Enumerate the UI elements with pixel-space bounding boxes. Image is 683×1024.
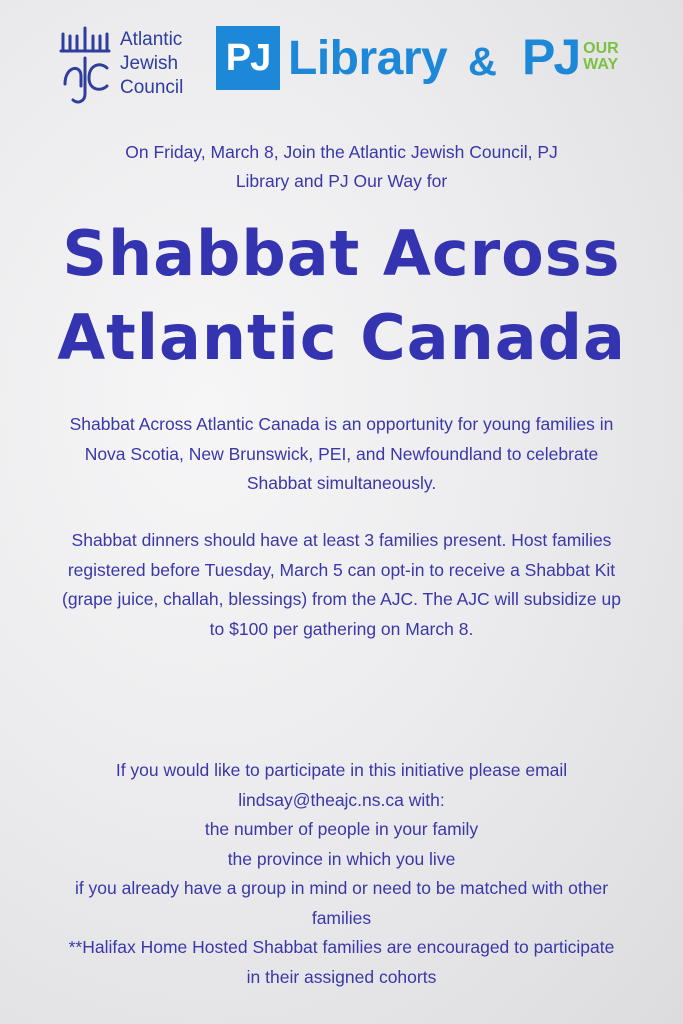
participate-line: the number of people in your family — [204, 819, 479, 839]
details-paragraph: Shabbat dinners should have at least 3 families present. Host families registered before Tuesday, March 5 can opt-in to receive a Shabbat Kit (grape juice, challah, blessings) from the AJC. The AJC will subsidize up to $100 per gathering on March 8. — [62, 530, 621, 639]
pj-library-logo — [216, 26, 447, 90]
pj-our-way-logo — [522, 28, 619, 86]
ajc-line-1: Atlantic — [120, 29, 183, 50]
pj-box: PJ — [216, 26, 280, 90]
participate-line: **Halifax Home Hosted Shabbat families are encouraged to participate in their assigned cohorts — [68, 937, 615, 987]
event-title — [0, 212, 683, 380]
pj-our-way-text — [583, 41, 619, 73]
pj-our-way-pj: PJ — [522, 29, 580, 85]
intro-text: On Friday, March 8, Join the Atlantic Jewish Council, PJ Library and PJ Our Way for — [125, 142, 558, 191]
pj-library-wordmark: Library — [288, 31, 448, 85]
title-line-2: Atlantic Canada — [57, 301, 626, 374]
ampersand: & — [468, 40, 497, 84]
logo-bar — [0, 20, 683, 110]
ajc-wordmark — [120, 28, 183, 100]
description-paragraph: Shabbat Across Atlantic Canada is an opportunity for young families in Nova Scotia, New Brunswick, PEI, and Newfoundland to celebrate Shabbat simultaneously. — [69, 414, 614, 493]
ajc-line-2: Jewish — [120, 53, 179, 74]
participation-instructions — [60, 756, 623, 992]
participate-line: if you already have a group in mind or need to be matched with other families — [74, 878, 609, 928]
title-line-1: Shabbat Across — [62, 217, 621, 290]
ajc-menorah-logo-icon — [55, 24, 115, 108]
ajc-line-3: Council — [120, 77, 184, 98]
way-text: WAY — [583, 56, 619, 73]
participate-line: If you would like to participate in this initiative please email lindsay@theajc.ns.ca with: — [115, 760, 568, 810]
participate-line: the province in which you live — [227, 848, 456, 869]
our-text: OUR — [583, 40, 619, 57]
